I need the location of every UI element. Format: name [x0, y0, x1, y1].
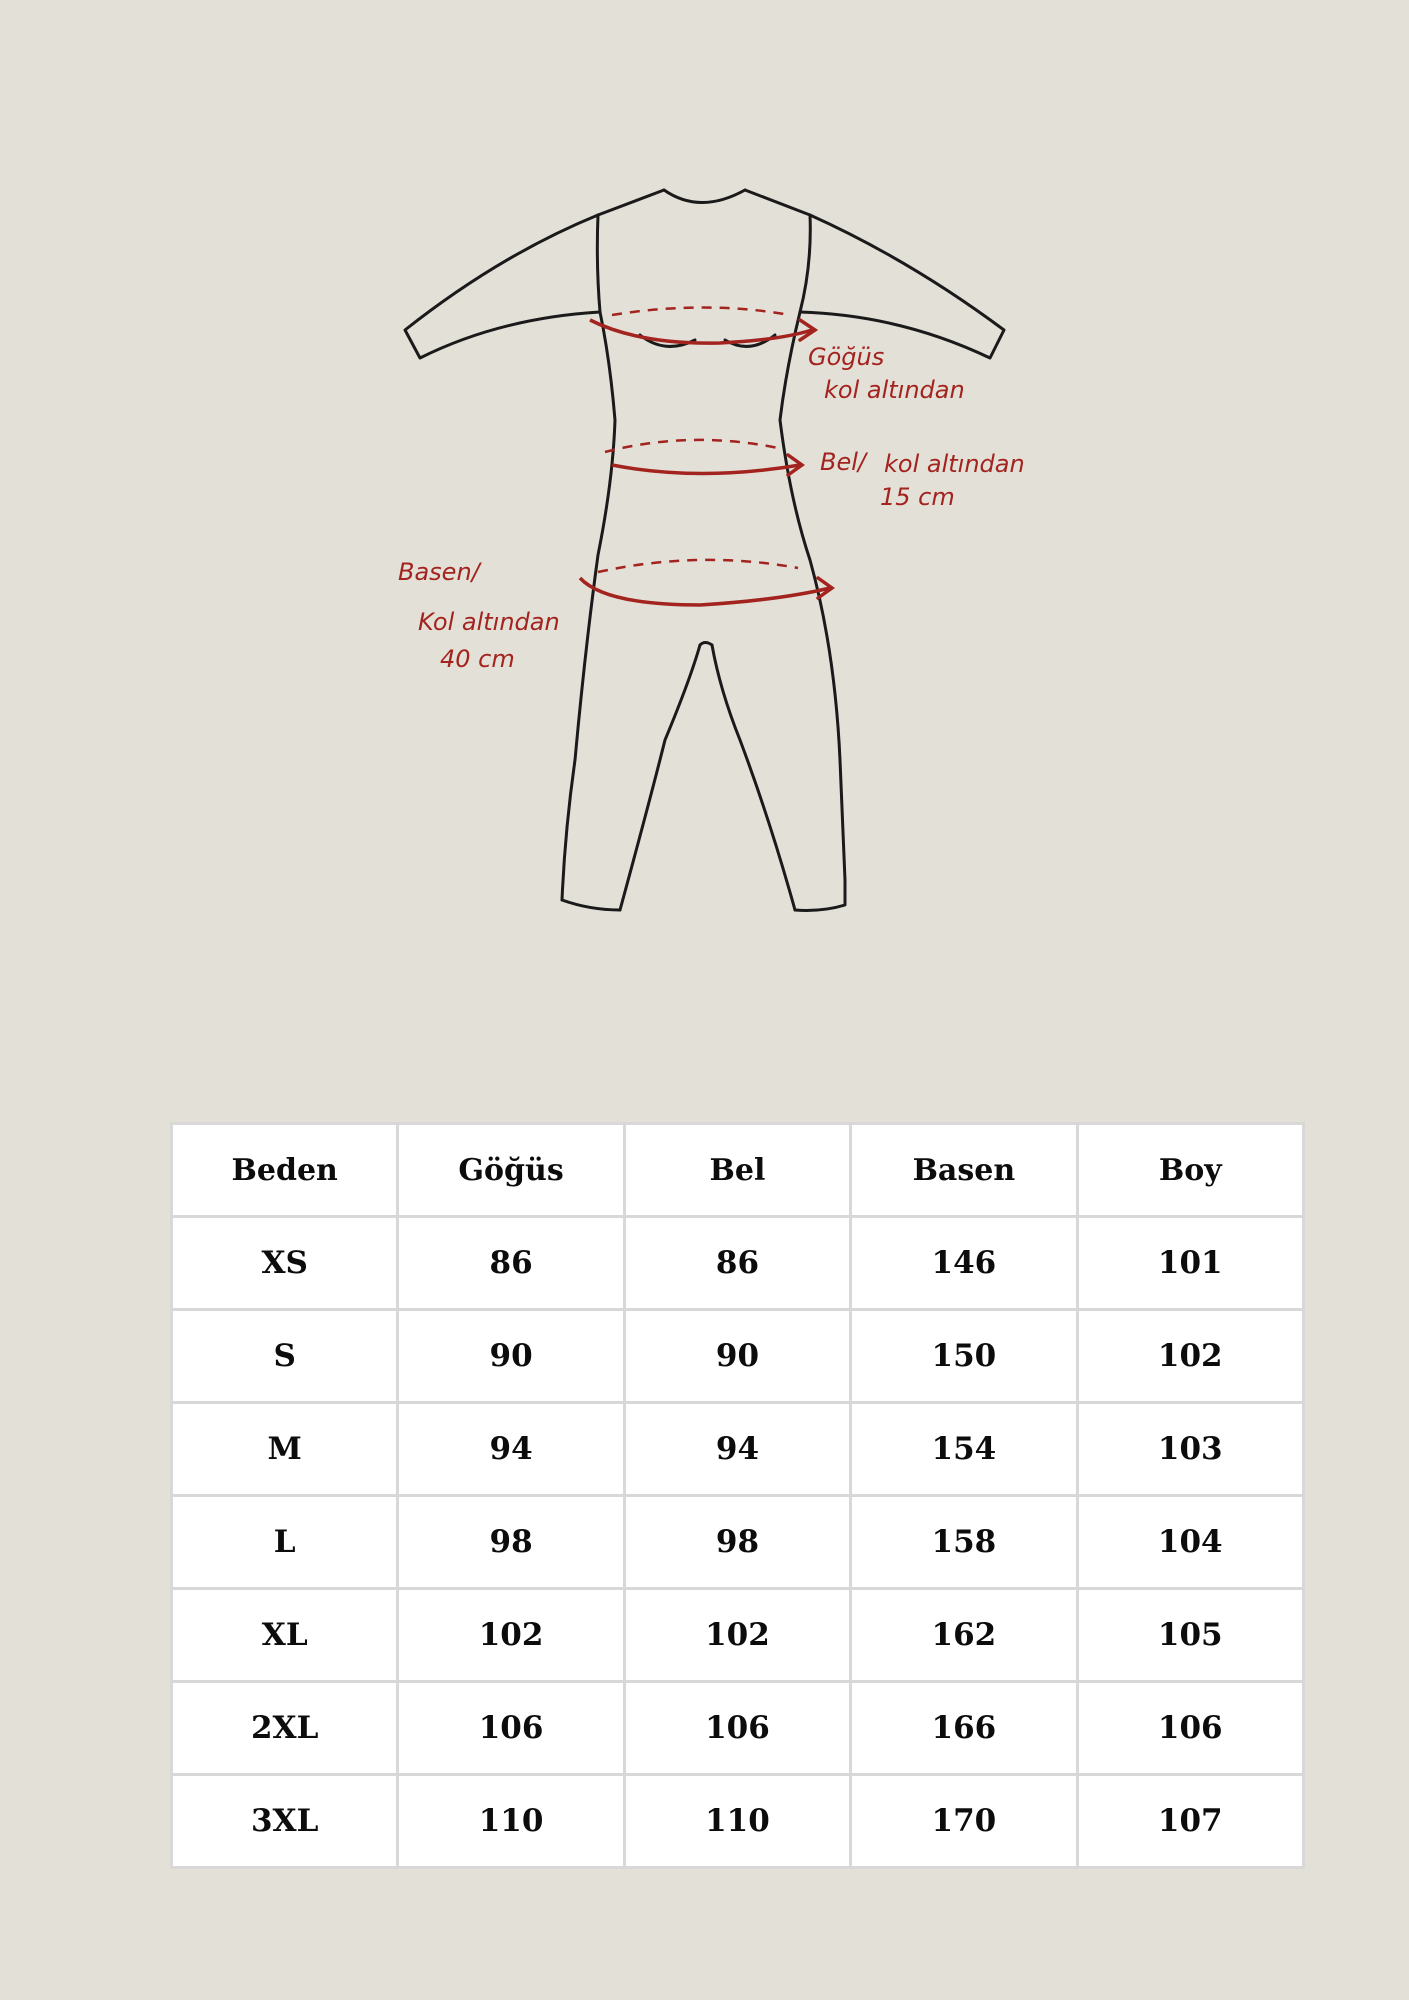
table-row [172, 1589, 1304, 1682]
table-row [172, 1310, 1304, 1403]
hip-measurement-line [580, 560, 832, 605]
table-row [172, 1682, 1304, 1775]
cell-size: 2XL [172, 1682, 398, 1775]
header-waist: Bel [624, 1124, 850, 1217]
header-chest: Göğüs [398, 1124, 624, 1217]
hip-offset: 40 cm [440, 645, 515, 673]
waist-measurement-line [605, 440, 802, 475]
cell-hip: 158 [851, 1496, 1077, 1589]
cell-hip: 146 [851, 1217, 1077, 1310]
cell-chest: 102 [398, 1589, 624, 1682]
cell-length: 101 [1077, 1217, 1303, 1310]
cell-waist: 106 [624, 1682, 850, 1775]
cell-size: XS [172, 1217, 398, 1310]
cell-hip: 170 [851, 1775, 1077, 1868]
cell-chest: 110 [398, 1775, 624, 1868]
cell-hip: 166 [851, 1682, 1077, 1775]
cell-hip: 154 [851, 1403, 1077, 1496]
hip-sublabel: Kol altından [418, 608, 560, 636]
cell-hip: 162 [851, 1589, 1077, 1682]
header-length: Boy [1077, 1124, 1303, 1217]
table-row [172, 1775, 1304, 1868]
waist-sublabel: kol altından [884, 450, 1025, 478]
header-size: Beden [172, 1124, 398, 1217]
cell-waist: 90 [624, 1310, 850, 1403]
header-hip: Basen [851, 1124, 1077, 1217]
cell-length: 104 [1077, 1496, 1303, 1589]
waist-label: Bel/ [820, 448, 866, 476]
cell-length: 106 [1077, 1682, 1303, 1775]
table-row [172, 1403, 1304, 1496]
cell-length: 103 [1077, 1403, 1303, 1496]
cell-size: XL [172, 1589, 398, 1682]
table-header-row [172, 1124, 1304, 1217]
cell-size: 3XL [172, 1775, 398, 1868]
cell-chest: 106 [398, 1682, 624, 1775]
waist-offset: 15 cm [880, 483, 955, 511]
cell-waist: 86 [624, 1217, 850, 1310]
cell-size: M [172, 1403, 398, 1496]
cell-waist: 102 [624, 1589, 850, 1682]
chest-measurement-line [590, 308, 815, 344]
cell-length: 105 [1077, 1589, 1303, 1682]
cell-chest: 86 [398, 1217, 624, 1310]
cell-waist: 94 [624, 1403, 850, 1496]
size-chart [170, 1122, 1305, 1869]
chest-sublabel: kol altından [824, 376, 965, 404]
cell-chest: 94 [398, 1403, 624, 1496]
chest-label: Göğüs [808, 343, 885, 371]
cell-chest: 90 [398, 1310, 624, 1403]
cell-length: 107 [1077, 1775, 1303, 1868]
cell-length: 102 [1077, 1310, 1303, 1403]
jumpsuit-sketch [0, 0, 1409, 960]
table-row [172, 1217, 1304, 1310]
cell-waist: 98 [624, 1496, 850, 1589]
table-row [172, 1496, 1304, 1589]
cell-waist: 110 [624, 1775, 850, 1868]
size-table [170, 1122, 1305, 1869]
cell-size: L [172, 1496, 398, 1589]
cell-size: S [172, 1310, 398, 1403]
hip-label: Basen/ [398, 558, 480, 586]
jumpsuit-measurement-diagram [0, 0, 1409, 960]
cell-chest: 98 [398, 1496, 624, 1589]
jumpsuit-outline [405, 190, 1004, 910]
cell-hip: 150 [851, 1310, 1077, 1403]
